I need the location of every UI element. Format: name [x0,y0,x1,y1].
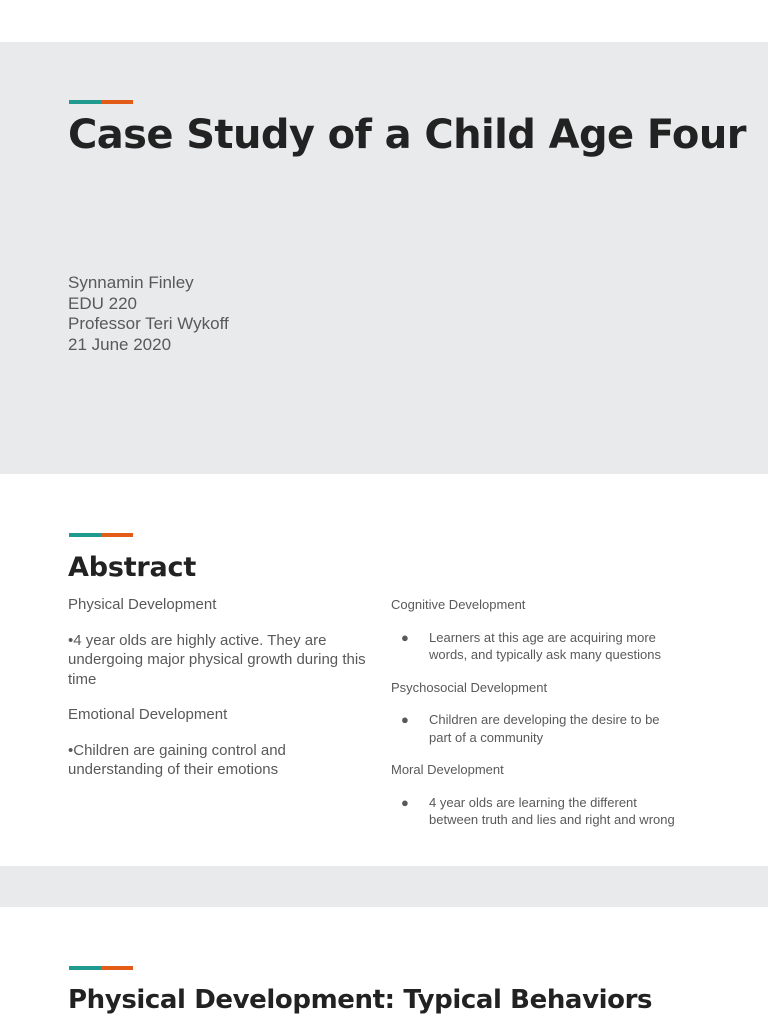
physical-accent-bar [69,966,133,970]
abstract-accent-bar [69,533,133,537]
presentation-date: 21 June 2020 [68,334,172,354]
accent-orange-segment [101,533,133,537]
bullet-text: Learners at this age are acquiring more words, and typically ask many questions [429,629,661,662]
accent-orange-segment [101,966,133,970]
section-text: •Children are gaining control and understanding of their emotions [68,741,286,778]
presentation-title: Case Study of a Child Age Four [68,112,746,158]
slide-separator [0,866,768,907]
accent-teal-segment [69,100,101,104]
section-heading: Psychosocial Development [391,679,548,695]
slide-title [0,42,768,474]
section-heading: Cognitive Development [391,597,526,612]
professor-name: Professor Teri Wykoff [68,314,229,333]
section-text: •4 year olds are highly active. They are undergoing major physical growth during this time [68,631,366,688]
accent-teal-segment [69,533,101,537]
bullet-icon: ● [401,629,409,645]
accent-orange-segment [101,100,133,104]
abstract-right-column [391,596,691,844]
title-meta-block [68,273,229,355]
abstract-left-column [68,595,368,796]
bullet-item [391,629,681,664]
section-heading: Emotional Development [68,706,228,723]
course-code: EDU 220 [68,293,137,313]
bullet-item [391,794,681,829]
section-heading: Moral Development [391,762,504,777]
author-name: Synnamin Finley [68,273,194,292]
bullet-text: Children are developing the desire to be part of a community [429,712,660,745]
physical-development-title: Physical Development: Typical Behaviors [68,985,653,1015]
accent-teal-segment [69,966,101,970]
page-gap-top [0,0,768,42]
abstract-title: Abstract [68,552,197,583]
section-heading: Physical Development [68,596,217,613]
bullet-icon: ● [401,794,409,810]
bullet-item [391,711,681,746]
bullet-text: 4 year olds are learning the different between truth and lies and right and wrong [429,794,675,827]
title-accent-bar [69,100,133,104]
bullet-icon: ● [401,712,409,727]
